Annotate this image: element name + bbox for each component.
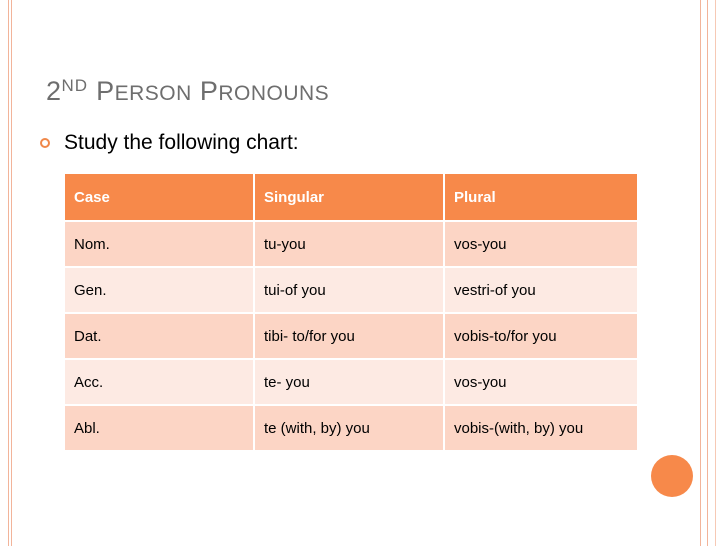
cell-singular: te (with, by) you xyxy=(255,406,445,452)
bullet-text: Study the following chart: xyxy=(64,131,299,154)
cell-plural: vestri-of you xyxy=(445,268,637,314)
bullet-circle-icon xyxy=(40,138,50,148)
left-frame-line xyxy=(8,0,12,546)
title-number: 2 xyxy=(46,76,62,106)
title-ordinal-suffix: ND xyxy=(61,76,89,95)
cell-plural: vobis-(with, by) you xyxy=(445,406,637,452)
cell-singular: tibi- to/for you xyxy=(255,314,445,360)
slide-title xyxy=(46,76,329,107)
cell-case: Abl. xyxy=(65,406,255,452)
cell-plural: vobis-to/for you xyxy=(445,314,637,360)
bullet-item xyxy=(40,131,299,155)
table-row xyxy=(65,314,637,360)
pronoun-table xyxy=(65,174,637,452)
header-case: Case xyxy=(65,174,255,222)
cell-case: Gen. xyxy=(65,268,255,314)
header-singular: Singular xyxy=(255,174,445,222)
title-word-1-initial: P xyxy=(96,76,115,106)
cell-plural: vos-you xyxy=(445,360,637,406)
right-frame-line xyxy=(700,0,708,546)
cell-singular: te- you xyxy=(255,360,445,406)
cell-case: Nom. xyxy=(65,222,255,268)
title-word-2-rest: RONOUNS xyxy=(218,82,330,105)
cell-case: Acc. xyxy=(65,360,255,406)
cell-singular: tu-you xyxy=(255,222,445,268)
right-frame-outer-line xyxy=(715,0,716,546)
decorative-circle xyxy=(651,455,693,497)
table-row xyxy=(65,360,637,406)
table-row xyxy=(65,222,637,268)
table-row xyxy=(65,268,637,314)
cell-singular: tui-of you xyxy=(255,268,445,314)
title-word-2-initial: P xyxy=(199,76,219,106)
table-row xyxy=(65,406,637,452)
header-plural: Plural xyxy=(445,174,637,222)
cell-plural: vos-you xyxy=(445,222,637,268)
cell-case: Dat. xyxy=(65,314,255,360)
title-word-1-rest: ERSON xyxy=(114,82,192,105)
table-header-row xyxy=(65,174,637,222)
